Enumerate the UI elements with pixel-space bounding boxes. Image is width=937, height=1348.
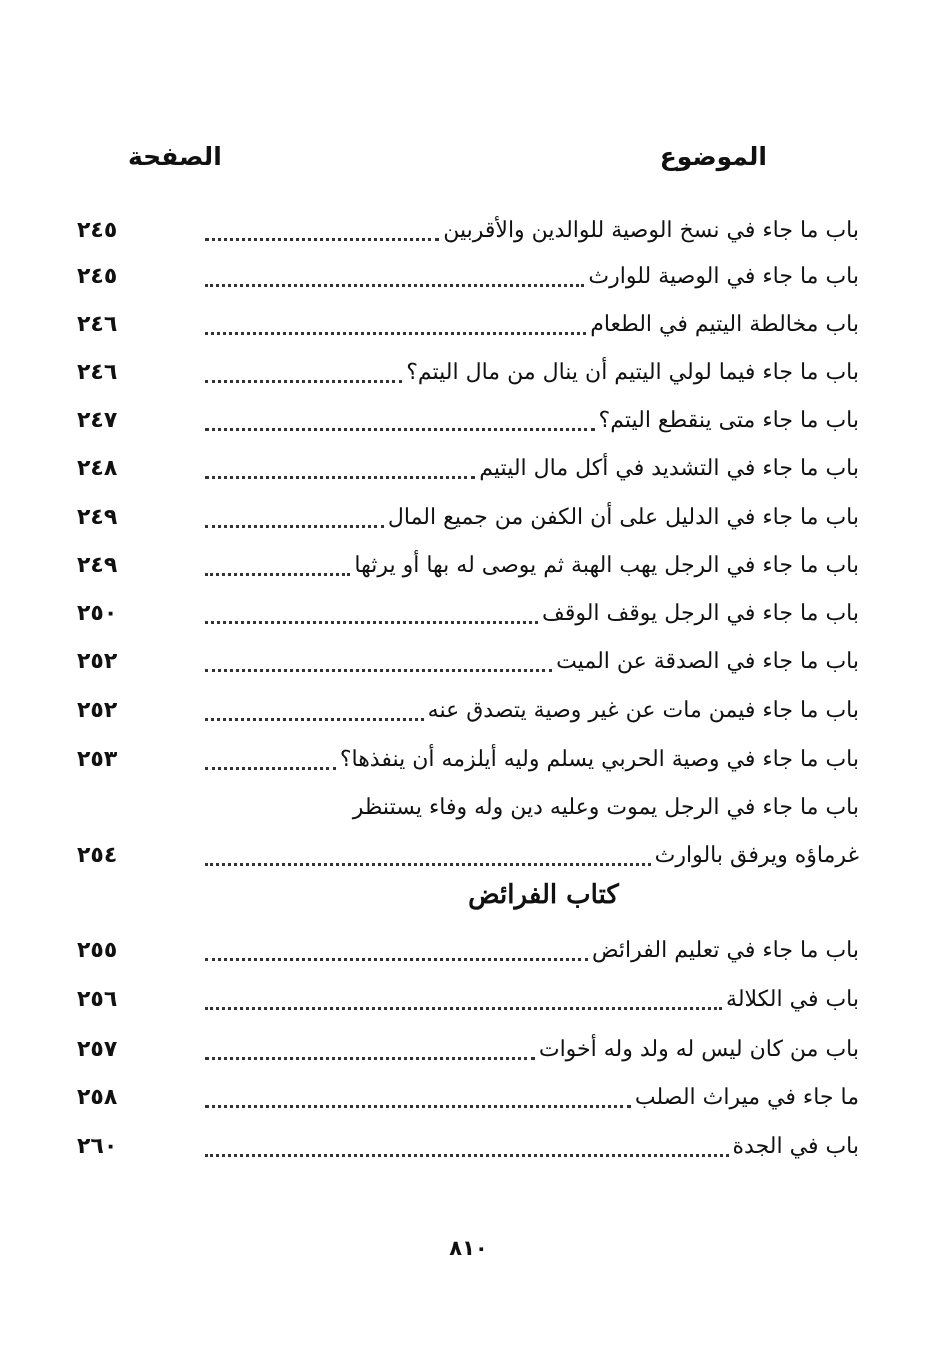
toc-entry[interactable] xyxy=(77,739,859,779)
toc-entry[interactable] xyxy=(77,1077,859,1117)
toc-entry-page: ٢٥٦ xyxy=(77,986,118,1012)
toc-entry-title: باب ما جاء في التشديد في أكل مال اليتيم xyxy=(479,455,859,481)
toc-entry[interactable] xyxy=(77,448,859,488)
toc-entry-title: باب ما جاء في نسخ الوصية للوالدين والأقربين xyxy=(443,217,859,243)
toc-entry[interactable] xyxy=(77,400,859,440)
leader-dots xyxy=(205,476,475,479)
toc-entry[interactable] xyxy=(77,1029,859,1069)
toc-entry-continuation[interactable] xyxy=(77,835,859,875)
toc-entry-page: ٢٥٥ xyxy=(77,937,118,963)
toc-entry-title: ما جاء في ميراث الصلب xyxy=(634,1084,859,1110)
toc-entry-page: ٢٤٧ xyxy=(77,407,118,433)
toc-entry[interactable] xyxy=(77,930,859,970)
toc-entry-page: ٢٤٩ xyxy=(77,552,118,578)
leader-dots xyxy=(205,1154,729,1157)
leader-dots xyxy=(205,238,439,241)
toc-entry[interactable] xyxy=(77,593,859,633)
leader-dots xyxy=(205,718,424,721)
toc-entry[interactable] xyxy=(77,210,859,250)
toc-entry-title: باب ما جاء فيمن مات عن غير وصية يتصدق عنه xyxy=(427,697,859,723)
toc-entry-page: ٢٦٠ xyxy=(77,1133,118,1159)
toc-entry-title: باب في الجدة xyxy=(732,1133,859,1159)
leader-dots xyxy=(205,428,595,431)
toc-entry-title: باب ما جاء في الرجل يوقف الوقف xyxy=(542,600,859,626)
toc-entry-title: باب ما جاء في الوصية للوارث xyxy=(588,263,859,289)
leader-dots xyxy=(205,958,588,961)
section-heading: كتاب الفرائض xyxy=(468,880,619,910)
toc-entry-title: باب ما جاء متى ينقطع اليتم؟ xyxy=(598,407,859,433)
toc-entry[interactable] xyxy=(77,641,859,681)
toc-entry[interactable] xyxy=(77,690,859,730)
toc-entry-title: باب ما جاء في الرجل يهب الهبة ثم يوصى له بها أو يرثها xyxy=(354,552,859,578)
leader-dots xyxy=(205,332,586,335)
toc-entry[interactable] xyxy=(77,545,859,585)
leader-dots xyxy=(205,284,584,287)
leader-dots xyxy=(205,767,336,770)
toc-entry-page: ٢٤٦ xyxy=(77,359,118,385)
toc-entry-page: ٢٤٨ xyxy=(77,455,118,481)
leader-dots xyxy=(205,863,651,866)
page-number: ٨١٠ xyxy=(449,1236,488,1260)
toc-entry-page: ٢٥٧ xyxy=(77,1036,118,1062)
toc-entry-title: باب ما جاء في الرجل يموت وعليه دين وله وفاء يستنظر xyxy=(352,794,859,820)
toc-entry-page: ٢٤٩ xyxy=(77,504,118,530)
toc-entry-page: ٢٤٦ xyxy=(77,311,118,337)
toc-entry[interactable] xyxy=(77,256,859,296)
toc-entry-title: باب ما جاء في وصية الحربي يسلم وليه أيلزمه أن ينفذها؟ xyxy=(339,746,859,772)
toc-entry-page: ٢٥٤ xyxy=(77,842,118,868)
page-column-header: الصفحة xyxy=(128,142,222,171)
leader-dots xyxy=(205,1105,631,1108)
topic-column-header: الموضوع xyxy=(659,142,767,171)
toc-entry-title: باب ما جاء في الصدقة عن الميت xyxy=(556,648,859,674)
toc-entry-title: باب ما جاء في الدليل على أن الكفن من جميع المال xyxy=(387,504,859,530)
toc-entry-page: ٢٥٢ xyxy=(77,648,118,674)
leader-dots xyxy=(205,525,384,528)
toc-entry[interactable] xyxy=(77,497,859,537)
leader-dots xyxy=(205,1057,535,1060)
toc-entry-title: باب ما جاء فيما لولي اليتيم أن ينال من مال اليتم؟ xyxy=(406,359,859,385)
leader-dots xyxy=(205,669,552,672)
leader-dots xyxy=(205,1007,722,1010)
toc-entry-page: ٢٤٥ xyxy=(77,263,118,289)
toc-entry-title: غرماؤه ويرفق بالوارث xyxy=(654,842,859,868)
toc-entry[interactable] xyxy=(77,304,859,344)
toc-entry-title: باب مخالطة اليتيم في الطعام xyxy=(590,311,859,337)
toc-entry-page: ٢٥٠ xyxy=(77,600,118,626)
toc-entry-title: باب في الكلالة xyxy=(726,986,859,1012)
toc-entry-page: ٢٥٢ xyxy=(77,697,118,723)
toc-entry[interactable] xyxy=(77,979,859,1019)
toc-entry-title: باب ما جاء في تعليم الفرائض xyxy=(591,937,859,963)
toc-entry[interactable] xyxy=(77,1126,859,1166)
leader-dots xyxy=(205,621,538,624)
toc-entry[interactable] xyxy=(77,352,859,392)
toc-entry-page: ٢٤٥ xyxy=(77,217,118,243)
toc-entry-page: ٢٥٣ xyxy=(77,746,118,772)
toc-entry[interactable] xyxy=(77,787,859,827)
leader-dots xyxy=(205,573,350,576)
toc-entry-title: باب من كان ليس له ولد وله أخوات xyxy=(538,1036,859,1062)
toc-entry-page: ٢٥٨ xyxy=(77,1084,118,1110)
leader-dots xyxy=(205,380,402,383)
